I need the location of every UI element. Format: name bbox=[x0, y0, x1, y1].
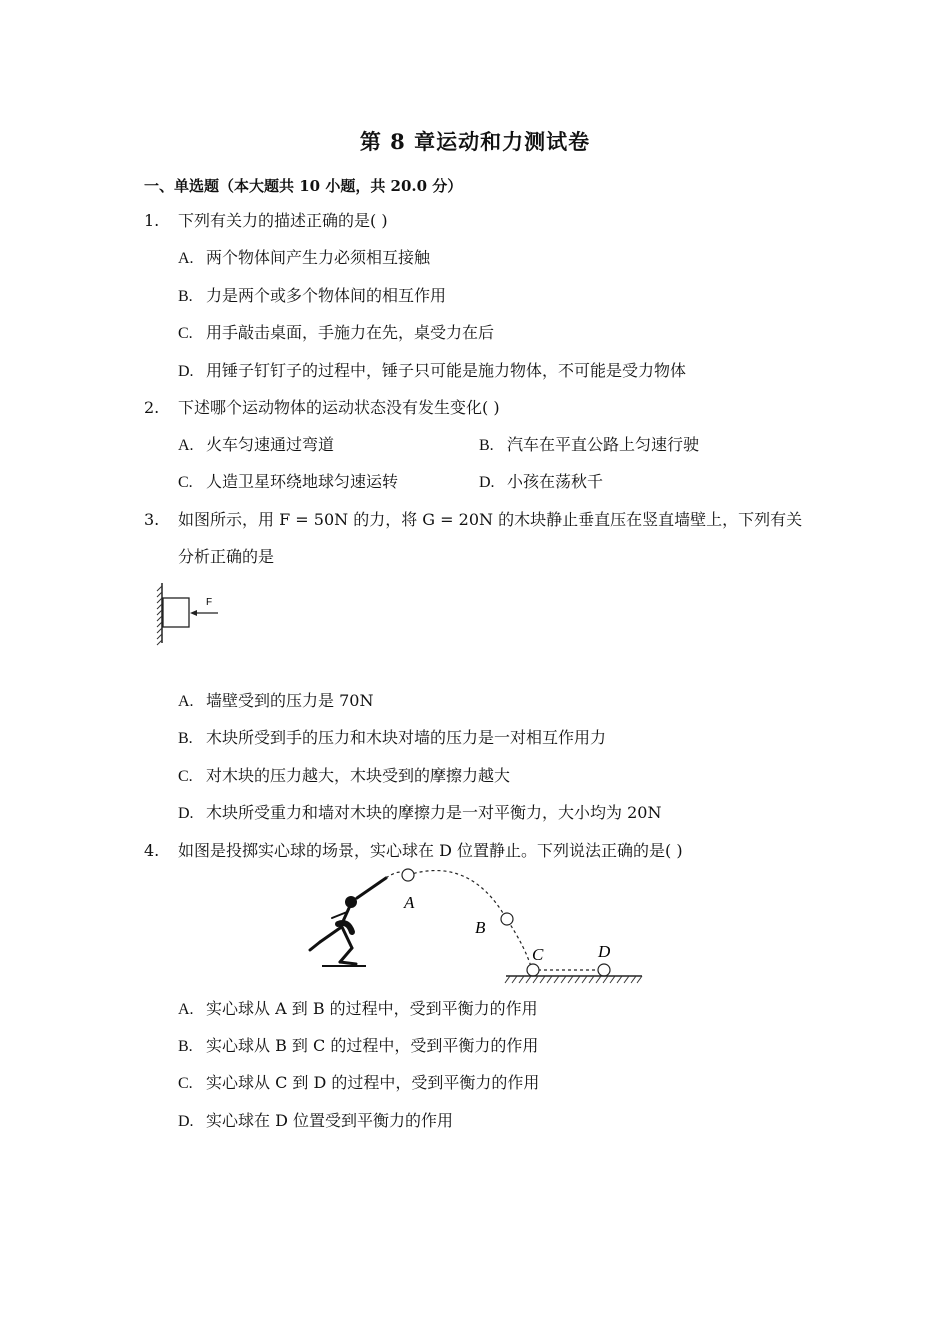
option-text: 木块所受重力和墙对木块的摩擦力是一对平衡力，大小均为 20N bbox=[206, 803, 662, 822]
label-d: D bbox=[598, 942, 611, 961]
option-label: D. bbox=[178, 1113, 194, 1130]
option-label: D. bbox=[479, 474, 495, 491]
ground-hatching bbox=[505, 976, 642, 983]
q2-option-a[interactable] bbox=[178, 435, 334, 456]
option-text: 用手敲击桌面，手施力在先，桌受力在后 bbox=[206, 323, 495, 342]
option-text: 实心球从 A 到 B 的过程中，受到平衡力的作用 bbox=[206, 999, 538, 1018]
wooden-block bbox=[163, 598, 189, 627]
option-label: A. bbox=[178, 250, 194, 267]
q4-option-b[interactable] bbox=[178, 1036, 538, 1057]
q2-option-d[interactable] bbox=[479, 472, 603, 493]
q2-option-b[interactable] bbox=[479, 435, 699, 456]
q3-option-d[interactable] bbox=[178, 803, 661, 824]
question-text-line-2: 分析正确的是 bbox=[178, 547, 275, 566]
q3-option-c[interactable] bbox=[178, 766, 510, 787]
option-label: C. bbox=[178, 1075, 193, 1092]
athlete-figure bbox=[310, 878, 386, 964]
option-text: 人造卫星环绕地球匀速运转 bbox=[206, 472, 399, 491]
option-text: 用锤子钉钉子的过程中，锤子只可能是施力物体，不可能是受力物体 bbox=[206, 361, 687, 380]
label-a: A bbox=[404, 893, 415, 912]
ball-a bbox=[402, 869, 414, 881]
question-4 bbox=[144, 841, 683, 861]
option-text: 对木块的压力越大，木块受到的摩擦力越大 bbox=[206, 766, 511, 785]
q1-option-a[interactable] bbox=[178, 248, 430, 269]
question-text: 如图是投掷实心球的场景，实心球在 D 位置静止。下列说法正确的是( ) bbox=[178, 841, 683, 860]
option-label: B. bbox=[178, 288, 193, 305]
question-text-line-1: 如图所示，用 F = 50N 的力，将 G = 20N 的木块静止垂直压在竖直墙壁上，下列有关 bbox=[178, 510, 803, 529]
label-c: C bbox=[532, 945, 544, 964]
q4-option-a[interactable] bbox=[178, 999, 538, 1020]
force-arrow-head bbox=[190, 610, 197, 616]
question-number: 2. bbox=[144, 398, 160, 417]
q1-option-d[interactable] bbox=[178, 361, 686, 382]
option-text: 实心球从 B 到 C 的过程中，受到平衡力的作用 bbox=[206, 1036, 539, 1055]
option-label: C. bbox=[178, 325, 193, 342]
ball-d bbox=[598, 964, 610, 976]
option-label: B. bbox=[178, 730, 193, 747]
ball-c bbox=[527, 964, 539, 976]
page-title: 第 8 章运动和力测试卷 bbox=[359, 129, 591, 154]
question-number: 3. bbox=[144, 510, 160, 529]
option-text: 小孩在荡秋千 bbox=[507, 472, 604, 491]
question-number: 4. bbox=[144, 841, 160, 860]
q1-option-b[interactable] bbox=[178, 286, 446, 307]
wall-block-figure bbox=[150, 580, 230, 646]
option-label: A. bbox=[178, 437, 194, 454]
q1-option-c[interactable] bbox=[178, 323, 494, 344]
q2-option-c[interactable] bbox=[178, 472, 398, 493]
question-2 bbox=[144, 398, 500, 418]
option-label: C. bbox=[178, 474, 193, 491]
question-number: 1. bbox=[144, 211, 160, 230]
option-label: A. bbox=[178, 693, 194, 710]
option-text: 墙壁受到的压力是 70N bbox=[206, 691, 374, 710]
option-label: D. bbox=[178, 805, 194, 822]
option-text: 力是两个或多个物体间的相互作用 bbox=[206, 286, 447, 305]
q4-option-d[interactable] bbox=[178, 1111, 453, 1132]
question-3 bbox=[144, 510, 802, 530]
option-text: 两个物体间产生力必须相互接触 bbox=[206, 248, 431, 267]
force-label: F bbox=[206, 597, 213, 608]
ball-b bbox=[501, 913, 513, 925]
q3-option-a[interactable] bbox=[178, 691, 373, 712]
option-label: B. bbox=[178, 1038, 193, 1055]
question-text: 下列有关力的描述正确的是( ) bbox=[178, 211, 388, 230]
option-label: A. bbox=[178, 1001, 194, 1018]
option-text: 汽车在平直公路上匀速行驶 bbox=[507, 435, 700, 454]
option-label: B. bbox=[479, 437, 494, 454]
option-label: D. bbox=[178, 363, 194, 380]
option-text: 实心球在 D 位置受到平衡力的作用 bbox=[206, 1111, 454, 1130]
option-label: C. bbox=[178, 768, 193, 785]
section-heading: 一、单选题（本大题共 10 小题，共 20.0 分） bbox=[144, 177, 463, 195]
question-1 bbox=[144, 211, 388, 231]
question-text: 下述哪个运动物体的运动状态没有发生变化( ) bbox=[178, 398, 500, 417]
option-text: 木块所受到手的压力和木块对墙的压力是一对相互作用力 bbox=[206, 728, 607, 747]
option-text: 火车匀速通过弯道 bbox=[206, 435, 335, 454]
q4-option-c[interactable] bbox=[178, 1073, 539, 1094]
option-text: 实心球从 C 到 D 的过程中，受到平衡力的作用 bbox=[206, 1073, 540, 1092]
label-b: B bbox=[475, 918, 486, 937]
shot-put-figure bbox=[300, 862, 650, 990]
q3-option-b[interactable] bbox=[178, 728, 606, 749]
